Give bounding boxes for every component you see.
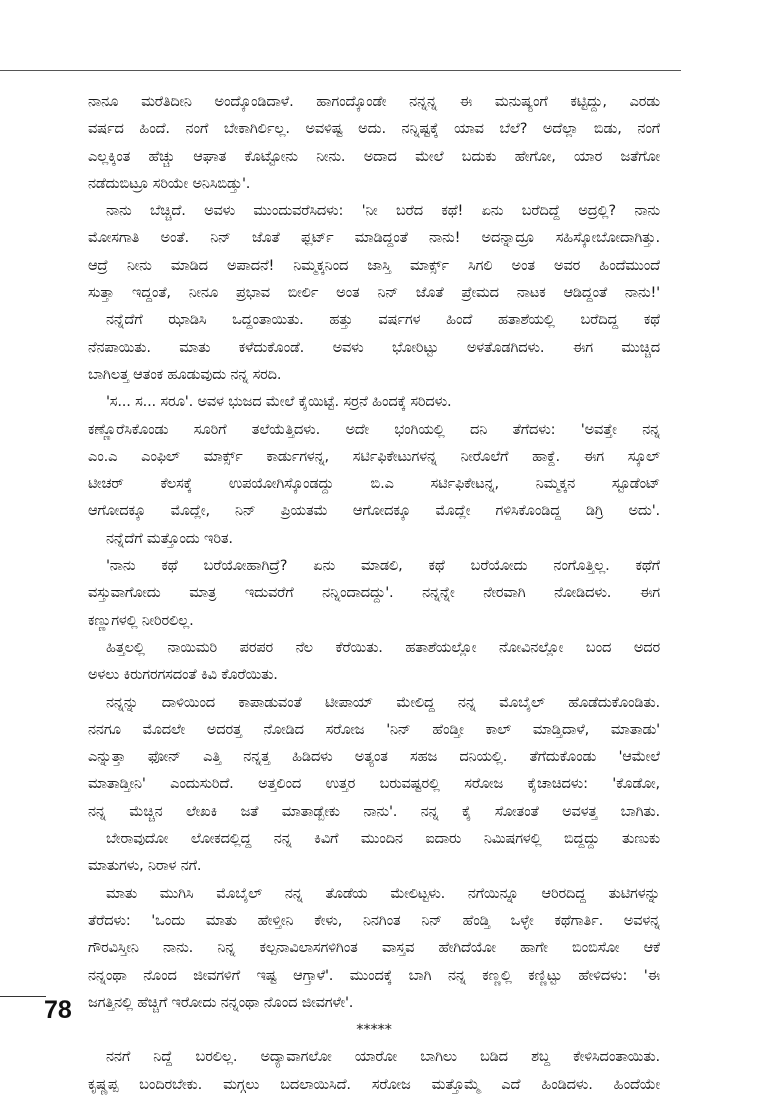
text-line: ನನಗೆ ನಿದ್ದೆ ಬರಲಿಲ್ಲ. ಅದ್ಯಾವಾಗಲೋ ಯಾರೋ ಬಾಗಿಲು ಬಡಿದ ಶಬ್ದ ಕೇಳಿಸಿದಂತಾಯಿತು. <box>106 1048 660 1066</box>
body-text <box>88 88 660 1098</box>
text-line: ನನ್ನ ಮೆಚ್ಚಿನ ಲೇಖಕಿ ಜತೆ ಮಾತಾಡ್ಬೇಕು ನಾನು'. ನನ್ನ ಕೈ ಸೋತಂತೆ ಅವಳತ್ತ ಬಾಗಿತು. <box>88 802 660 820</box>
text-line: ಎನ್ನುತ್ತಾ ಫೋನ್ ಎತ್ತಿ ನನ್ನತ್ತ ಹಿಡಿದಳು ಅತ್ಯಂತ ಸಹಜ ದನಿಯಲ್ಲಿ. ತೆಗೆದುಕೊಂಡು 'ಆಮೇಲೆ <box>88 748 660 766</box>
text-line: ಸುತ್ತಾ ಇದ್ದಂತೆ, ನೀನೂ ಪ್ರಭಾವ ಬೀರ್ಲಿ ಅಂತ ನಿನ್ ಜೊತೆ ಪ್ರೇಮದ ನಾಟಕ ಆಡಿದ್ದಂತೆ ನಾನು!' <box>88 284 660 302</box>
text-line: ವರ್ಷದ ಹಿಂದೆ. ನಂಗೆ ಬೇಕಾಗಿರ್ಲಿಲ್ಲ. ಅವಳಿಷ್ಟ ಅದು. ನನ್ನಿಷ್ಟಕ್ಕೆ ಯಾವ ಬೆಲೆ? ಅದೆಲ್ಲಾ ಬಿಡು, ನಂಗೆ <box>88 120 660 138</box>
text-line: 'ಸ... ಸ... ಸರೂ'. ಅವಳ ಭುಜದ ಮೇಲೆ ಕೈಯಿಟ್ಟೆ. ಸರ್ರನೆ ಹಿಂದಕ್ಕೆ ಸರಿದಳು. <box>106 393 452 411</box>
text-line: ಅಳಲು ಕಿರುಗರಗಸದಂತೆ ಕಿವಿ ಕೊರೆಯಿತು. <box>88 666 278 684</box>
text-line: ಮೋಸಗಾತಿ ಅಂತೆ. ನಿನ್ ಜೊತೆ ಫ್ಲರ್ಟ್ ಮಾಡಿದ್ದಂತೆ ನಾನು! ಅದನ್ನಾದ್ರೂ ಸಹಿಸ್ಕೋಬೋದಾಗಿತ್ತು. <box>88 229 660 247</box>
text-line: ಹಿತ್ತಲಲ್ಲಿ ನಾಯಿಮರಿ ಪರಪರ ನೆಲ ಕೆರೆಯಿತು. ಹತಾಶೆಯಲ್ಲೋ ನೋವಿನಲ್ಲೋ ಬಂದ ಅದರ <box>106 638 660 656</box>
text-line: ಕಣ್ಣೊರೆಸಿಕೊಂಡು ಸೂರಿಗೆ ತಲೆಯೆತ್ತಿದಳು. ಅದೇ ಭಂಗಿಯಲ್ಲಿ ದನಿ ತೆಗೆದಳು: 'ಅವತ್ತೇ ನನ್ನ <box>88 420 660 438</box>
text-line: ಕಣ್ಣುಗಳಲ್ಲಿ ನೀರಿರಲಿಲ್ಲ. <box>88 611 194 629</box>
text-line: ನನ್ನೆದೆಗೆ ಝಾಡಿಸಿ ಒದ್ದಂತಾಯಿತು. ಹತ್ತು ವರ್ಷಗಳ ಹಿಂದೆ ಹತಾಶೆಯಲ್ಲಿ ಬರೆದಿದ್ದ ಕಥೆ <box>106 311 660 329</box>
text-line: ವಸ್ತುವಾಗೋದು ಮಾತ್ರ ಇದುವರೆಗೆ ನನ್ನಿಂದಾದದ್ದು'. ನನ್ನನ್ನೇ ನೇರವಾಗಿ ನೋಡಿದಳು. ಈಗ <box>88 584 660 602</box>
text-line: ನನ್ನನ್ನು ದಾಳಿಯಿಂದ ಕಾಪಾಡುವಂತೆ ಟೀಪಾಯ್ ಮೇಲಿದ್ದ ನನ್ನ ಮೊಬೈಲ್ ಹೊಡೆದುಕೊಂಡಿತು. <box>106 693 660 711</box>
text-line: 'ನಾನು ಕಥೆ ಬರೆಯೋಹಾಗಿದ್ರೆ? ಏನು ಮಾಡಲಿ, ಕಥೆ ಬರೆಯೋದು ನಂಗೊತ್ತಿಲ್ಲ. ಕಥೆಗೆ <box>106 557 660 575</box>
text-line: ನಡೆದುಬಿಟ್ರೂ ಸರಿಯೇ ಅನಿಸಿಬಿಡ್ತು'. <box>88 174 251 192</box>
page-number: 78 <box>44 996 72 1024</box>
header-rule <box>0 70 681 71</box>
text-line: ನಾನೂ ಮರೆತಿದೀನಿ ಅಂದ್ಕೊಂಡಿದಾಳೆ. ಹಾಗಂದ್ಕೊಂಡೇ ನನ್ನನ್ನ ಈ ಮನುಷ್ಯಂಗೆ ಕಟ್ಟಿದ್ದು, ಎರಡು <box>88 93 660 110</box>
text-line: ***** <box>356 1021 392 1039</box>
text-line: ಎಲ್ಲಕ್ಕಿಂತ ಹೆಚ್ಚು ಆಘಾತ ಕೊಟ್ಟೋನು ನೀನು. ಅದಾದ ಮೇಲೆ ಬದುಕು ಹೇಗೋ, ಯಾರ ಜತೆಗೋ <box>88 147 660 165</box>
footer-rule <box>0 996 46 997</box>
text-line: ಎಂ.ಎ ಎಂಫಿಲ್ ಮಾರ್ಕ್ಸ್ ಕಾರ್ಡುಗಳನ್ನ, ಸರ್ಟಿಫಿಕೇಟುಗಳನ್ನ ನೀರೊಲೆಗೆ ಹಾಕ್ದೆ. ಈಗ ಸ್ಕೂಲ್ <box>88 447 660 465</box>
text-line: ಆದ್ರೆ ನೀನು ಮಾಡಿದ ಅಪಾದನೆ! ನಿಮ್ಮಕ್ಕನಿಂದ ಜಾಸ್ತಿ ಮಾರ್ಕ್ಸ್ ಸಿಗಲಿ ಅಂತ ಅವರ ಹಿಂದೆಮುಂದೆ <box>88 256 660 274</box>
text-line: ಆಗೋದಕ್ಕೂ ಮೊದ್ಲೇ, ನಿನ್ ಪ್ರಿಯತಮೆ ಆಗೋದಕ್ಕೂ ಮೊದ್ಲೇ ಗಳಿಸಿಕೊಂಡಿದ್ದ ಡಿಗ್ರಿ ಅದು'. <box>88 502 660 520</box>
text-line: ಗೌರವಿಸ್ತೀನಿ ನಾನು. ನಿನ್ನ ಕಲ್ಪನಾವಿಲಾಸಗಳಿಗಿಂತ ವಾಸ್ತವ ಹೇಗಿದೆಯೋ ಹಾಗೇ ಬಿಂಬಿಸೋ ಆಕೆ <box>88 939 660 957</box>
text-line: ನಾನು ಬೆಚ್ಚಿದೆ. ಅವಳು ಮುಂದುವರೆಸಿದಳು: 'ನೀ ಬರೆದ ಕಥೆ! ಏನು ಬರೆದಿದ್ದೆ ಅದ್ರಲ್ಲಿ? ನಾನು <box>106 202 660 220</box>
text-line: ನೆನಪಾಯಿತು. ಮಾತು ಕಳೆದುಕೊಂಡೆ. ಅವಳು ಭೋರಿಟ್ಟು ಅಳತೊಡಗಿದಳು. ಈಗ ಮುಚ್ಚಿದ <box>88 338 660 356</box>
text-line: ಬಾಗಿಲತ್ತ ಆತಂಕ ಹೂಡುವುದು ನನ್ನ ಸರದಿ. <box>88 365 282 383</box>
text-line: ಮಾತು ಮುಗಿಸಿ ಮೊಬೈಲ್ ನನ್ನ ತೊಡೆಯ ಮೇಲಿಟ್ಟಳು. ನಗೆಯಿನ್ನೂ ಆರಿರದಿದ್ದ ತುಟಿಗಳನ್ನು <box>106 884 660 902</box>
text-line: ನನಗೂ ಮೊದಲೇ ಅದರತ್ತ ನೋಡಿದ ಸರೋಜ 'ನಿನ್ ಹೆಂಡ್ತೀ ಕಾಲ್ ಮಾಡ್ತಿದಾಳೆ, ಮಾತಾಡು' <box>88 720 660 738</box>
text-line: ಮಾತುಗಳು, ನಿರಾಳ ನಗೆ. <box>88 857 202 875</box>
text-line: ಬೇರಾವುದೋ ಲೋಕದಲ್ಲಿದ್ದ ನನ್ನ ಕಿವಿಗೆ ಮುಂದಿನ ಐದಾರು ನಿಮಿಷಗಳಲ್ಲಿ ಬಿದ್ದದ್ದು ತುಣುಕು <box>106 830 660 848</box>
text-line: ನನ್ನೆದೆಗೆ ಮತ್ತೊಂದು ಇರಿತ. <box>106 529 233 547</box>
text-line: ನನ್ನಂಥಾ ನೊಂದ ಜೀವಗಳಿಗೆ ಇಷ್ಟ ಆಗ್ತಾಳೆ'. ಮುಂದಕ್ಕೆ ಬಾಗಿ ನನ್ನ ಕಣ್ಣಲ್ಲಿ ಕಣ್ಣಿಟ್ಟು ಹೇಳಿದಳು: 'ಈ <box>88 966 660 984</box>
text-line: ಕೃಷ್ಣಪ್ಪ ಬಂದಿರಬೇಕು. ಮಗ್ಗಲು ಬದಲಾಯಿಸಿದೆ. ಸರೋಜ ಮತ್ತೊಮ್ಮೆ ಎದೆ ಹಿಂಡಿದಳು. ಹಿಂದೆಯೇ <box>88 1075 660 1093</box>
text-line: ತೆರೆದಳು: 'ಒಂದು ಮಾತು ಹೇಳ್ತೀನಿ ಕೇಳು, ನಿನಗಿಂತ ನಿನ್ ಹೆಂಡ್ತಿ ಒಳ್ಳೇ ಕಥೆಗಾರ್ತಿ. ಅವಳನ್ನ <box>88 911 660 929</box>
text-line: ಟೀಚರ್ ಕೆಲಸಕ್ಕೆ ಉಪಯೋಗಿಸ್ಕೊಂಡದ್ದು ಬಿ.ಎ ಸರ್ಟಿಫಿಕೇಟನ್ನ, ನಿಮ್ಮಕ್ಕನ ಸ್ಟೂಡೆಂಟ್ <box>88 475 660 493</box>
text-line: ಜಗತ್ತಿನಲ್ಲಿ ಹೆಚ್ಚಿಗೆ ಇರೋದು ನನ್ನಂಥಾ ನೊಂದ ಜೀವಗಳೇ'. <box>88 993 354 1011</box>
text-line: ಮಾತಾಡ್ತೀನಿ' ಎಂದುಸುರಿದೆ. ಅತ್ತಲಿಂದ ಉತ್ತರ ಬರುವಷ್ಟರಲ್ಲಿ ಸರೋಜ ಕೈಚಾಚಿದಳು: 'ಕೊಡೋ, <box>88 775 660 793</box>
